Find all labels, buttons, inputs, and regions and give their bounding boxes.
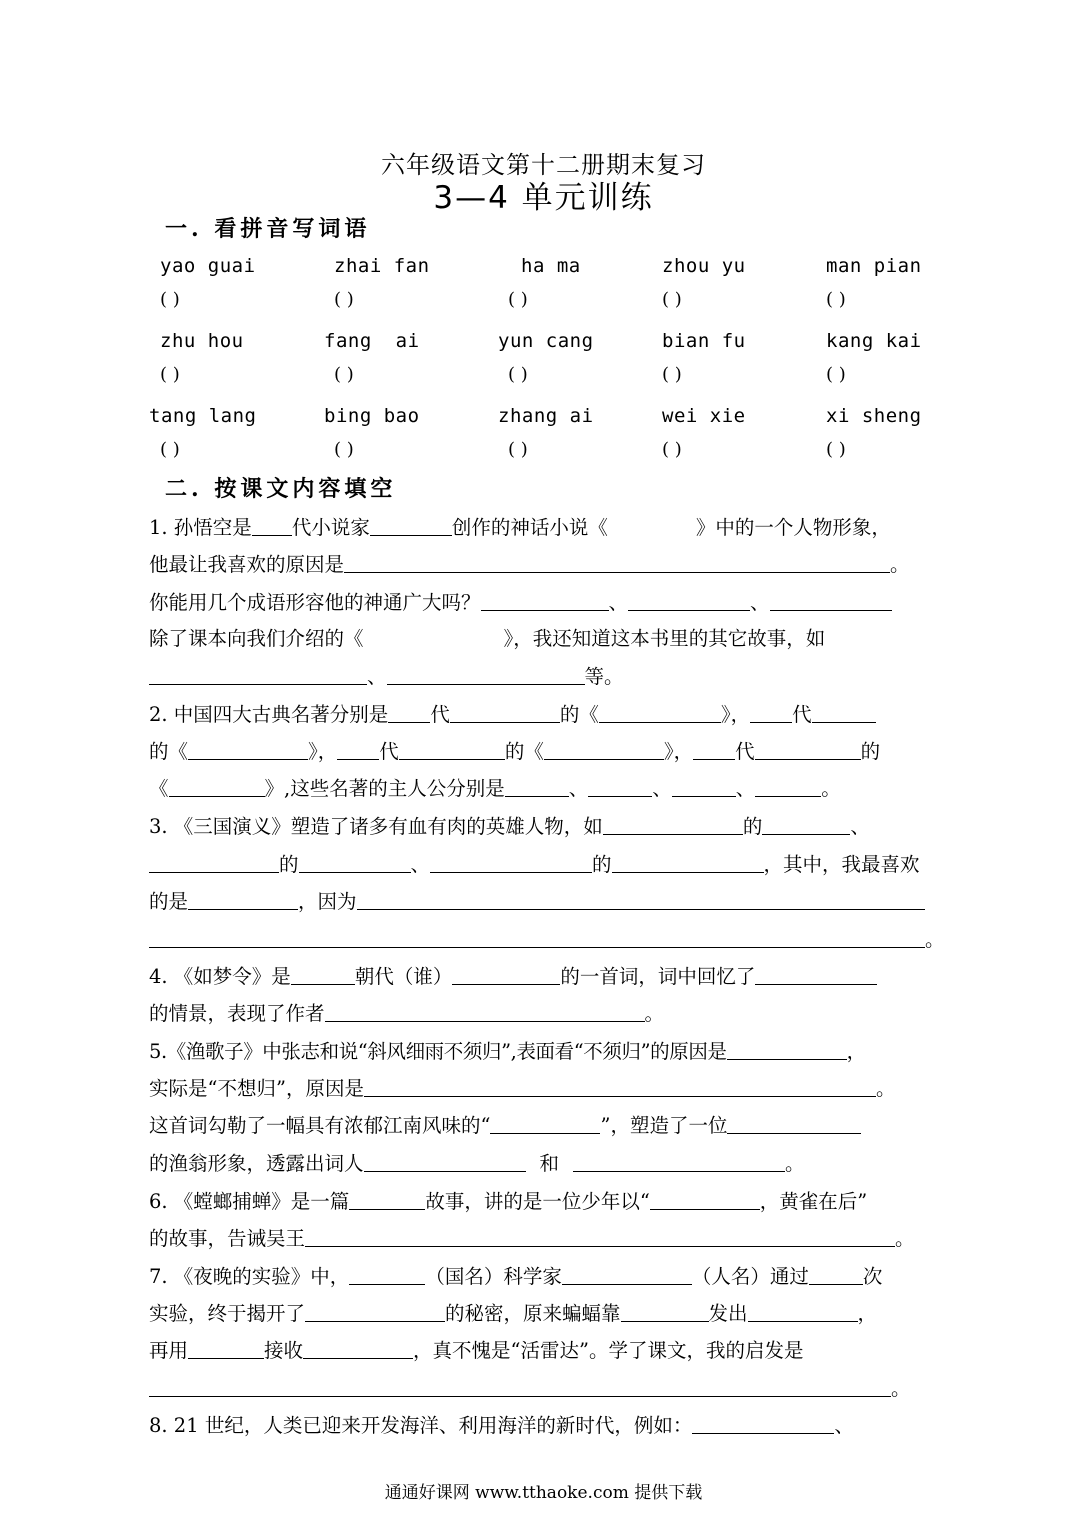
fill-blank[interactable] (544, 739, 664, 760)
question-text: 2. 中国四大古典名著分别是 (149, 703, 389, 726)
fill-blank[interactable] (573, 1151, 785, 1172)
question-text: ， (846, 1040, 866, 1063)
fill-blank[interactable] (291, 964, 355, 985)
fill-blank[interactable] (364, 1151, 526, 1172)
fill-blank[interactable] (490, 1113, 600, 1134)
fill-blank[interactable] (344, 552, 890, 573)
question-text: ，黄雀在后” (759, 1190, 868, 1213)
question-text: 4. 《如梦令》是 (149, 965, 291, 988)
answer-blank[interactable]: ( ) (508, 439, 528, 460)
question-text: 的一首词，词中回忆了 (560, 965, 756, 988)
fill-blank[interactable] (612, 852, 764, 873)
fill-blank[interactable] (755, 739, 861, 760)
question-5-line-4 (149, 1148, 805, 1176)
pinyin-item: zhang ai (498, 405, 594, 427)
question-text: 代 (379, 740, 399, 763)
answer-blank[interactable]: ( ) (662, 439, 682, 460)
page-title: 六年级语文第十二册期末复习 (381, 151, 706, 179)
question-7-line-1 (149, 1261, 882, 1289)
question-text: 》,这些名著的主人公分别是 (264, 777, 505, 800)
question-text: 的 (559, 703, 580, 726)
fill-blank[interactable] (303, 1338, 413, 1359)
fill-blank[interactable] (628, 590, 750, 611)
question-1-line-2 (149, 549, 910, 577)
fill-blank[interactable] (450, 702, 560, 723)
question-text: 》，我还知道这本书里的其它故事，如 (503, 627, 826, 650)
answer-blank[interactable]: ( ) (334, 364, 354, 385)
question-text: 6. 《螳螂捕蝉》是一篇 (149, 1190, 350, 1213)
fill-blank[interactable] (299, 852, 411, 873)
section-heading-pinyin: 一. 看拼音写词语 (165, 216, 371, 242)
question-text: 发出 (708, 1302, 748, 1325)
fill-blank[interactable] (809, 1264, 863, 1285)
fill-blank[interactable] (149, 852, 279, 873)
question-text: ， (857, 1302, 878, 1325)
pinyin-item: yun cang (498, 330, 594, 352)
fill-blank[interactable] (755, 964, 877, 985)
answer-blank[interactable]: ( ) (826, 289, 846, 310)
question-1-line-4 (149, 623, 825, 651)
question-5-line-1 (149, 1036, 866, 1064)
question-text: 7. 《夜晚的实验》中， (149, 1265, 350, 1288)
answer-blank[interactable]: ( ) (508, 364, 528, 385)
question-3-line-1 (149, 811, 870, 839)
question-text: 8. 21 世纪，人类已迎来开发海洋、利用海洋的新时代，例如： (149, 1414, 693, 1437)
question-text: 。 (821, 777, 841, 800)
question-4-line-2 (149, 998, 664, 1026)
question-text: （人名）通过 (691, 1265, 809, 1288)
question-text: 。 (785, 1152, 805, 1175)
fill-blank[interactable] (188, 739, 308, 760)
answer-blank[interactable]: ( ) (826, 439, 846, 460)
question-text: 》， (720, 703, 751, 726)
pinyin-item: zhou yu (662, 255, 746, 277)
fill-blank[interactable] (325, 1001, 645, 1022)
question-text: 、 (652, 777, 672, 800)
pinyin-item: xi sheng (826, 405, 922, 427)
fill-blank[interactable] (727, 1113, 861, 1134)
question-text: 的秘密，原来蝙蝠靠 (445, 1302, 621, 1325)
question-text: 》， (663, 740, 694, 763)
question-text: 。 (644, 1002, 665, 1025)
question-1-line-3 (149, 587, 892, 615)
question-text: 的情景，表现了作者 (149, 1002, 325, 1025)
question-2-line-3 (149, 773, 841, 801)
page-subtitle: 3—4 单元训练 (433, 180, 654, 216)
fill-blank[interactable] (149, 664, 367, 685)
fill-blank[interactable] (812, 702, 876, 723)
question-text: ”，塑造了一位 (600, 1114, 728, 1137)
question-text: 、 (568, 777, 589, 800)
fill-blank[interactable] (750, 702, 792, 723)
question-text: 。 (891, 1377, 911, 1400)
question-text: 等。 (584, 665, 624, 688)
fill-blank[interactable] (337, 739, 379, 760)
question-text: 、 (367, 665, 387, 688)
question-6-line-2 (149, 1223, 915, 1251)
pinyin-item: bing bao (324, 405, 420, 427)
pinyin-item: zhu hou (160, 330, 244, 352)
question-text: 这首词勾勒了一幅具有浓郁江南风味的“ (149, 1114, 491, 1137)
fill-blank[interactable] (588, 776, 652, 797)
question-text: 》， (308, 740, 338, 763)
answer-blank[interactable]: ( ) (160, 364, 180, 385)
fill-blank[interactable] (399, 739, 505, 760)
fill-blank[interactable] (693, 739, 735, 760)
question-text: 、 (750, 591, 770, 614)
fill-blank[interactable] (305, 1301, 445, 1322)
question-text: 次 (862, 1265, 883, 1288)
question-text: 代 (430, 703, 450, 726)
question-text: 3. 《三国演义》塑造了诸多有血有肉的英雄人物，如 (149, 815, 603, 838)
question-text: 代 (735, 740, 755, 763)
question-7-line-2 (149, 1298, 877, 1326)
answer-blank[interactable]: ( ) (334, 439, 354, 460)
fill-blank[interactable] (621, 1301, 709, 1322)
question-3-line-3 (149, 886, 925, 914)
question-text: 1. 孙悟空是 (149, 516, 252, 539)
fill-blank[interactable] (599, 702, 721, 723)
question-text: 故事，讲的是一位少年以“ (425, 1190, 650, 1213)
fill-blank[interactable] (388, 702, 430, 723)
question-text: 、 (410, 853, 431, 876)
question-text: 。 (890, 553, 910, 576)
question-text: ，其中，我最喜欢 (763, 853, 920, 876)
question-text: 代小说家 (291, 516, 370, 539)
question-3-line-2 (149, 849, 920, 877)
pinyin-item: zhai fan (334, 255, 430, 277)
question-text: 他最让我喜欢的原因是 (149, 553, 345, 576)
question-8-line-1 (149, 1410, 854, 1438)
question-text: 的 (504, 740, 525, 763)
question-text: 、 (608, 591, 629, 614)
fill-blank[interactable] (672, 776, 736, 797)
question-text: 的 (742, 815, 763, 838)
question-6-line-1 (149, 1186, 867, 1214)
fill-blank[interactable] (650, 1189, 760, 1210)
question-4-line-1 (149, 961, 877, 989)
question-text: 接收 (264, 1339, 304, 1362)
fill-blank[interactable] (755, 776, 821, 797)
fill-blank[interactable] (505, 776, 569, 797)
question-5-line-3 (149, 1110, 861, 1138)
fill-blank[interactable] (452, 964, 560, 985)
question-text: 《 (168, 740, 189, 763)
fill-blank[interactable] (349, 1264, 425, 1285)
question-text: 创作的神话小说《 (451, 516, 608, 539)
answer-blank[interactable]: ( ) (334, 289, 354, 310)
fill-blank[interactable] (692, 1413, 834, 1434)
page-footer: 通通好课网 www.tthaoke.com 提供下载 (384, 1483, 703, 1503)
fill-blank[interactable] (603, 814, 743, 835)
fill-blank[interactable] (305, 1226, 895, 1247)
fill-blank[interactable] (387, 664, 585, 685)
question-text: 、 (850, 815, 870, 838)
question-text: 的是 (149, 890, 189, 913)
question-text: ，因为 (298, 890, 357, 913)
answer-blank[interactable]: ( ) (160, 439, 180, 460)
question-text: 《 (524, 740, 544, 763)
fill-blank[interactable] (762, 814, 850, 835)
fill-blank[interactable] (770, 590, 892, 611)
question-7-line-3 (149, 1335, 803, 1363)
question-text: 、 (834, 1414, 854, 1437)
question-text: 的 (149, 740, 169, 763)
question-text: 再用 (149, 1339, 189, 1362)
question-text: 的故事，告诫吴王 (149, 1227, 306, 1250)
fill-blank[interactable] (188, 1338, 264, 1359)
question-text: 《 (149, 777, 169, 800)
question-2-line-1 (149, 699, 876, 727)
question-text: 。 (895, 1227, 915, 1250)
question-text: 。 (875, 1077, 896, 1100)
pinyin-item: yao guai (160, 255, 256, 277)
pinyin-item: kang kai (826, 330, 922, 352)
section-heading-fill-in: 二. 按课文内容填空 (165, 476, 397, 502)
answer-blank[interactable]: ( ) (508, 289, 528, 310)
question-text: 代 (792, 703, 812, 726)
fill-blank[interactable] (357, 889, 925, 910)
pinyin-item: wei xie (662, 405, 746, 427)
question-2-line-2 (149, 736, 880, 764)
answer-blank[interactable]: ( ) (826, 364, 846, 385)
question-text: 朝代（谁） (354, 965, 453, 988)
question-3-line-4 (149, 924, 945, 952)
fill-blank[interactable] (748, 1301, 858, 1322)
question-text: 的 (860, 740, 881, 763)
pinyin-item: ha ma (521, 255, 581, 277)
question-text: 的渔翁形象，透露出词人 (149, 1152, 364, 1175)
question-text: （国名）科学家 (425, 1265, 562, 1288)
fill-blank[interactable] (149, 927, 925, 948)
question-text: 实际是“不想归”，原因是 (149, 1077, 364, 1100)
fill-blank[interactable] (188, 889, 298, 910)
fill-blank[interactable] (169, 776, 265, 797)
question-1-line-5 (149, 661, 624, 689)
question-5-line-2 (149, 1073, 895, 1101)
question-text: 除了课本向我们介绍的《 (149, 627, 364, 650)
question-text: 实验，终于揭开了 (149, 1302, 306, 1325)
question-text: 的 (592, 853, 612, 876)
fill-blank[interactable] (349, 1189, 425, 1210)
fill-blank[interactable] (364, 1076, 876, 1097)
question-text: 你能用几个成语形容他的神通广大吗？ (149, 591, 481, 614)
fill-blank[interactable] (370, 515, 452, 536)
fill-blank[interactable] (149, 1376, 891, 1397)
answer-blank[interactable]: ( ) (662, 289, 682, 310)
fill-blank[interactable] (562, 1264, 692, 1285)
fill-blank[interactable] (727, 1039, 847, 1060)
question-text: 《 (579, 703, 599, 726)
pinyin-item: fang ai (324, 330, 420, 352)
fill-blank[interactable] (481, 590, 609, 611)
question-text: 》中的一个人物形象， (695, 516, 891, 539)
question-7-line-4 (149, 1373, 911, 1401)
question-1-line-1 (149, 512, 891, 540)
pinyin-item: man pian (826, 255, 922, 277)
answer-blank[interactable]: ( ) (662, 364, 682, 385)
question-text: 、 (735, 777, 756, 800)
fill-blank[interactable] (252, 515, 292, 536)
pinyin-item: bian fu (662, 330, 746, 352)
question-text: 和 (539, 1152, 560, 1175)
fill-blank[interactable] (430, 852, 592, 873)
pinyin-item: tang lang (149, 405, 257, 427)
question-text: 的 (279, 853, 299, 876)
question-text: 。 (925, 928, 945, 951)
question-text: ，真不愧是“活雷达”。学了课文，我的启发是 (413, 1339, 804, 1362)
question-text: 5.《渔歌子》中张志和说“斜风细雨不须归”,表面看“不须归”的原因是 (149, 1040, 727, 1063)
answer-blank[interactable]: ( ) (160, 289, 180, 310)
